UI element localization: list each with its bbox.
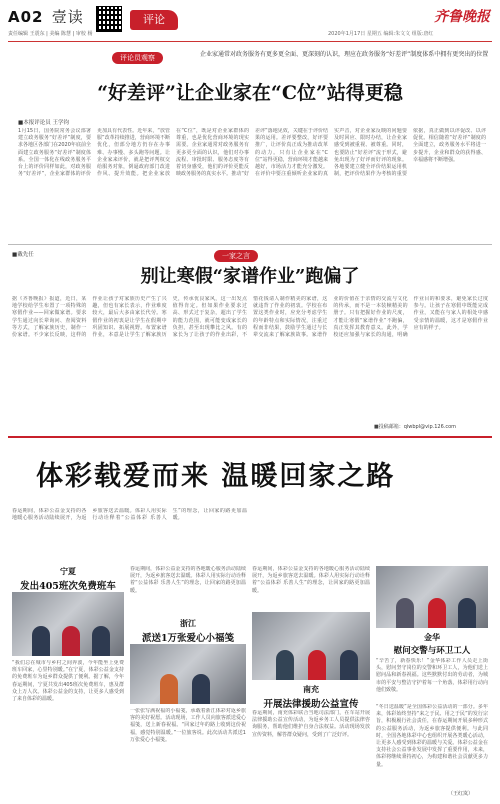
editor-credits: 责任编辑 王震东 | 美编 陈慧 | 审校 杨 [8, 31, 93, 37]
story2-photo [130, 644, 246, 704]
feature-intro: 春运期间，体彩公益金支持的各地暖心服务活动陆续展开，为返乡旅客送去温暖。体彩人用实际行动诠释着“公益体彩 乐善人生”的理念，让回家的路更加温暖。 [12, 508, 247, 522]
story1-photo [12, 592, 124, 656]
newspaper-logo: 齐鲁晚报 [434, 9, 490, 25]
story2-place: 浙江 [180, 618, 196, 628]
story4-photo [376, 566, 488, 628]
story3-title: 开展法律援助公益宣传 [263, 699, 359, 710]
article2-body: 据《齐鲁晚报》报道，近日，某地学校给学生布置了一项特殊的寒假作业——回家做家谱。要求学生通过向长辈询问、查阅资料等方式，了解家族历史，制作一份家谱。不少家长反映，这样的作业让孩子对家族历史产生了兴趣，但也有家长表示，作业难度较大，最后大多由家长代劳。寒假作业的初衷是让学生在假期中巩固知识、拓展视野。布置家谱作业，本意是让学生了解家族历史，传承优良家风，这一出发点值得肯定。但如果作业要求过高、形式过于复杂，超出了学生的能力范围，就可能变成家长的负担，甚至出现攀比之风。有的家长为了让孩子的作业出彩，不惜花钱请人制作精美的家谱，这就违背了作业的初衷。学校在布置这类作业时，应充分考虑学生的年龄特点和实际情况，注重过程而非结果，鼓励学生通过与长辈交流来了解家族故事。家谱作业的价值在于亲情的交流与文化的传承，而不是一本装帧精美的册子。只有把握好作业的尺度，才能让寒假“家谱作业”不跑偏，真正发挥其教育意义。此外，学校还应加强与家长的沟通，明确作业目的和要求，避免家长过度参与。让孩子在寒假中既能完成作业，又能在与家人的相处中感受亲情的温暖，这才是寒假作业应有的样子。 [12, 296, 488, 339]
page-code [8, 6, 84, 27]
feature-right-column: “冬日送温暖”是全国体彩公益活动的一部分。多年来，体彩始终坚持“来之于民、用之于民”的发行宗旨，积极履行社会责任，在春运期间开展多种形式的公益服务活动，为返乡旅客提供便利。与此同时，全国各地体彩中心也组织开展各类暖心活动，让更多人感受到体彩的温暖与关爱。体彩公益金在支持社会公益事业发展中发挥了重要作用，未来，体彩将继续秉持初心，为构建和谐社会贡献更多力量。 [376, 704, 488, 768]
story2-title: 派送1万张爱心小福笺 [141, 633, 235, 644]
article1-body: 1月15日，国务院常务会议部署建立政务服务“好差评”制度，要求各地区各部门在2020年底前全面建立政务服务“好差评”制度体系。全国一体化在线政务服务平台上的评价同样如此，对政务服务“好差评”，企业家群体的评价更加具有代表性。近年来，“放管服”改革持续推进，营商环境不断优化，但部分地方仍存在办事难、办事慢、多头跑等问题。让企业家来评价，就是把评判权交给服务对象，倒逼政府部门改进作风、提升效能。把企业家放在“C位”，既是对企业家群体的尊重，也是优化营商环境的现实需要。企业家通常对政务服务有更多更全面的认识，他们对办事流程、审批时限、服务态度等有着切身感受，他们的评价更能反映政务服务的真实水平。推动“好差评”落地见效，关键在于评价结果的运用。差评要整改，好评要推广，让评价真正成为推动改革的动力。只有让企业家在“C位”站得更稳，营商环境才能越来越好，市场活力才能充分激发。在评价中要注重倾听企业家的真实声音，对企业家反映的问题要及时回应、限时办结，让企业家感受到被重视、被尊重。同时，也要防止“好差评”流于形式，避免出现为了好评而好评的现象。各地要建立健全评价结果运用机制，把评价结果作为考核的重要依据，真正做到以评促改、以评促优。相信随着“好差评”制度的全面建立，政务服务水平将进一步提升，企业和群众的获得感、幸福感将不断增强。 [18, 128, 486, 178]
story3-intro: 春运期间，体彩公益金支持的各地暖心服务活动陆续展开，为返乡旅客送去温暖。体彩人用实际行动诠释着“公益体彩 乐善人生”的理念，让回家的路更加温暖。 [252, 566, 370, 594]
feature-title: 体彩载爱而来 温暖回家之路 [36, 461, 396, 492]
feature-banner [8, 446, 492, 506]
story1-place: 宁夏 [60, 566, 76, 576]
story4-title: 慰问交警与环卫工人 [393, 646, 471, 656]
masthead [8, 4, 492, 42]
story3-place: 南充 [303, 684, 319, 694]
article1-lead: 企业家通常对政务服务有更多更全面、更深刻的认识，理应在政务服务“好差评”制度体系中拥有更突出的位置 [200, 51, 489, 58]
story1-body: “我们总在城市与乡村之间奔波，今年能坐上免费班车回家，心里特别暖。”在宁夏，体彩公益金支持的免费班车为返乡群众提供了便利。据了解，今年春运期间，宁夏共发出405班次免费班车，惠及群众上万人次。体彩公益金的支持，让更多人感受到了来自体彩的温暖。 [12, 660, 124, 703]
article2-byline: ■戴先任 [12, 252, 34, 258]
qr-code-icon [96, 6, 122, 32]
date-line: 2020年1月17日 星期五 编辑:朱文文 组版:唐红 [328, 31, 434, 37]
divider [8, 244, 492, 245]
article1-headline: “好差评”让企业家在“C位”站得更稳 [97, 82, 403, 104]
page-number: A02 [8, 8, 44, 26]
story2-intro: 春运期间，体彩公益金支持的各地暖心服务活动陆续展开，为返乡旅客送去温暖。体彩人用实际行动诠释着“公益体彩 乐善人生”的理念，让回家的路更加温暖。 [130, 566, 246, 594]
section-badge: 评论 [130, 10, 178, 30]
story3-photo [252, 612, 370, 680]
story1-title: 发出405班次免费班车 [20, 581, 116, 592]
submission-email: ■投稿邮箱：qlwbpl@vip.126.com [374, 424, 457, 430]
feature-divider [8, 436, 492, 438]
article2-headline: 别让寒假“家谱作业”跑偏了 [140, 266, 360, 287]
author-signoff: （王红岚） [448, 791, 474, 797]
story4-place: 金华 [424, 632, 440, 642]
column-label-observer: 评论员观察 [112, 52, 163, 64]
story3-body: 春运期间，南充体彩联合当地司法部门，在车站开展法律援助公益宣传活动，为返乡务工人员提供法律咨询服务，帮助他们维护自身合法权益。活动现场发放宣传资料，解答群众疑问，受到了广泛好评。 [252, 710, 370, 738]
column-label-opinion: 一家之言 [214, 250, 258, 262]
story2-body: 一张张写满祝福的小福笺，承载着浙江体彩对返乡旅客的美好祝愿。活动现场，工作人员向旅客派送爱心福笺，送上新春祝福。“回家过年的路上收到这份祝福，感觉特别温暖。”一位旅客说。此次活动共派送1万张爱心小福笺。 [130, 708, 246, 743]
article1-byline: ■本报评论员 王学钧 [18, 120, 69, 126]
story4-body: “辛苦了，新春快乐！”金华体彩工作人员走上街头，慰问坚守岗位的交警和环卫工人，为他们送上慰问品和新春祝福。这些默默付出的劳动者，为城市的平安与整洁守护着每一个角落，体彩用行动向他们致敬。 [376, 658, 488, 693]
section-name: 壹读 [51, 8, 84, 26]
